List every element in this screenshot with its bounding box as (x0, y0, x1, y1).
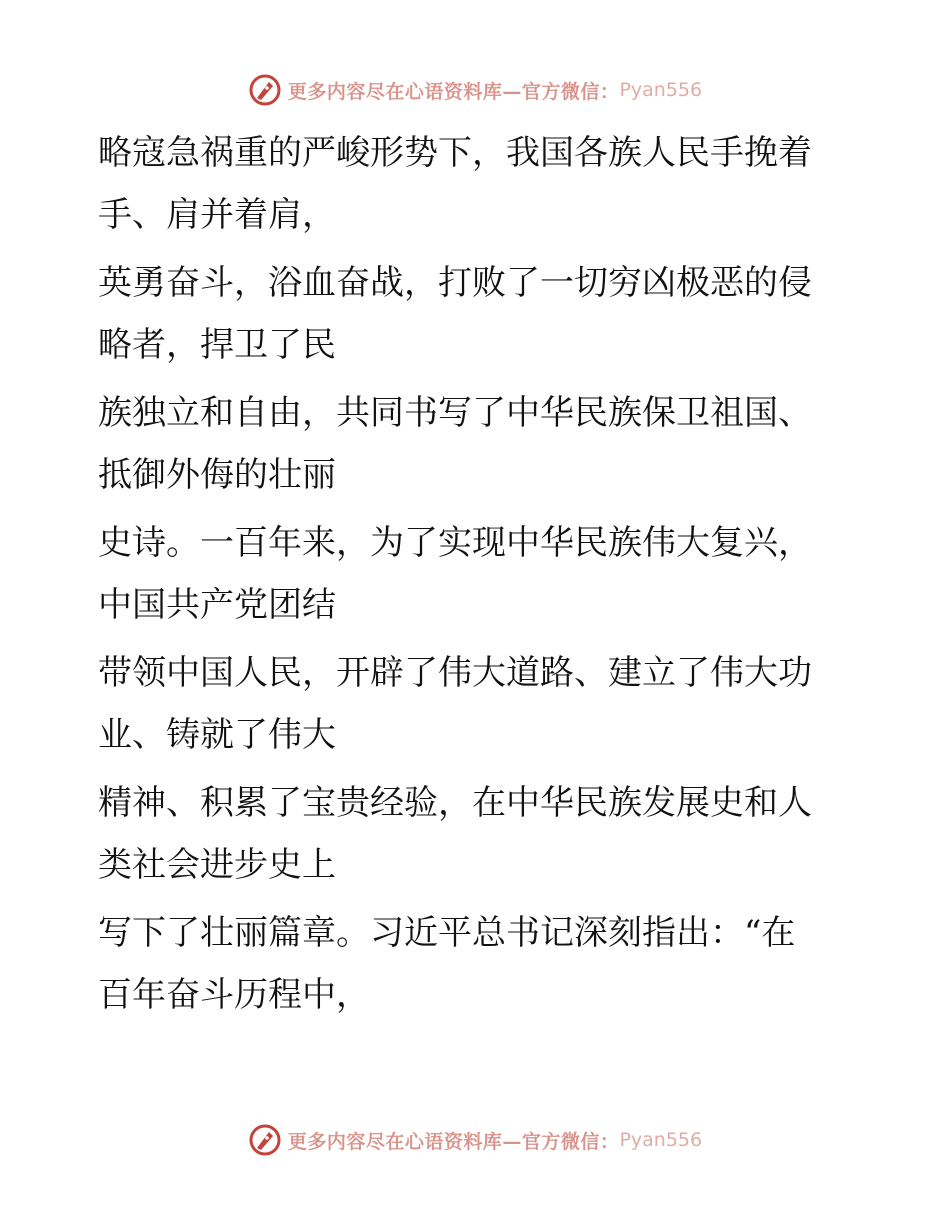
text-line: 英勇奋斗，浴血奋战，打败了一切穷凶极恶的侵 (98, 263, 812, 303)
text-line: 中国共产党团结 (98, 585, 336, 625)
text-line: 百年奋斗历程中， (98, 975, 370, 1015)
watermark-brand: 更多内容尽在心语资料库— (287, 80, 522, 103)
text-line: 写下了壮丽篇章。习近平总书记深刻指出：“在 (98, 913, 796, 953)
pen-nib-logo-icon (248, 73, 282, 107)
document-body (98, 122, 858, 1026)
paragraph (98, 772, 858, 896)
watermark-official: 官方微信： (521, 1130, 620, 1153)
text-line: 精神、积累了宝贵经验，在中华民族发展史和人 (98, 783, 812, 823)
header-watermark (0, 70, 950, 110)
watermark-account: Pyan556 (619, 1129, 703, 1151)
watermark-official: 官方微信： (521, 80, 620, 103)
paragraph (98, 902, 858, 1026)
paragraph (98, 252, 858, 376)
text-line: 史诗。一百年来，为了实现中华民族伟大复兴， (98, 523, 812, 563)
text-line: 族独立和自由，共同书写了中华民族保卫祖国、 (98, 393, 812, 433)
text-line: 略寇急祸重的严峻形势下，我国各族人民手挽着 (98, 133, 812, 173)
watermark-account: Pyan556 (619, 79, 703, 101)
text-line: 抵御外侮的壮丽 (98, 455, 336, 495)
paragraph (98, 642, 858, 766)
paragraph (98, 122, 858, 246)
text-line: 带领中国人民，开辟了伟大道路、建立了伟大功 (98, 653, 812, 693)
text-line: 业、铸就了伟大 (98, 715, 336, 755)
text-line: 手、肩并着肩， (98, 195, 336, 235)
pen-nib-logo-icon (248, 1123, 282, 1157)
text-line: 略者，捍卫了民 (98, 325, 336, 365)
footer-watermark (0, 1120, 950, 1160)
text-line: 类社会进步史上 (98, 845, 336, 885)
watermark-brand: 更多内容尽在心语资料库— (287, 1130, 522, 1153)
paragraph (98, 512, 858, 636)
paragraph (98, 382, 858, 506)
